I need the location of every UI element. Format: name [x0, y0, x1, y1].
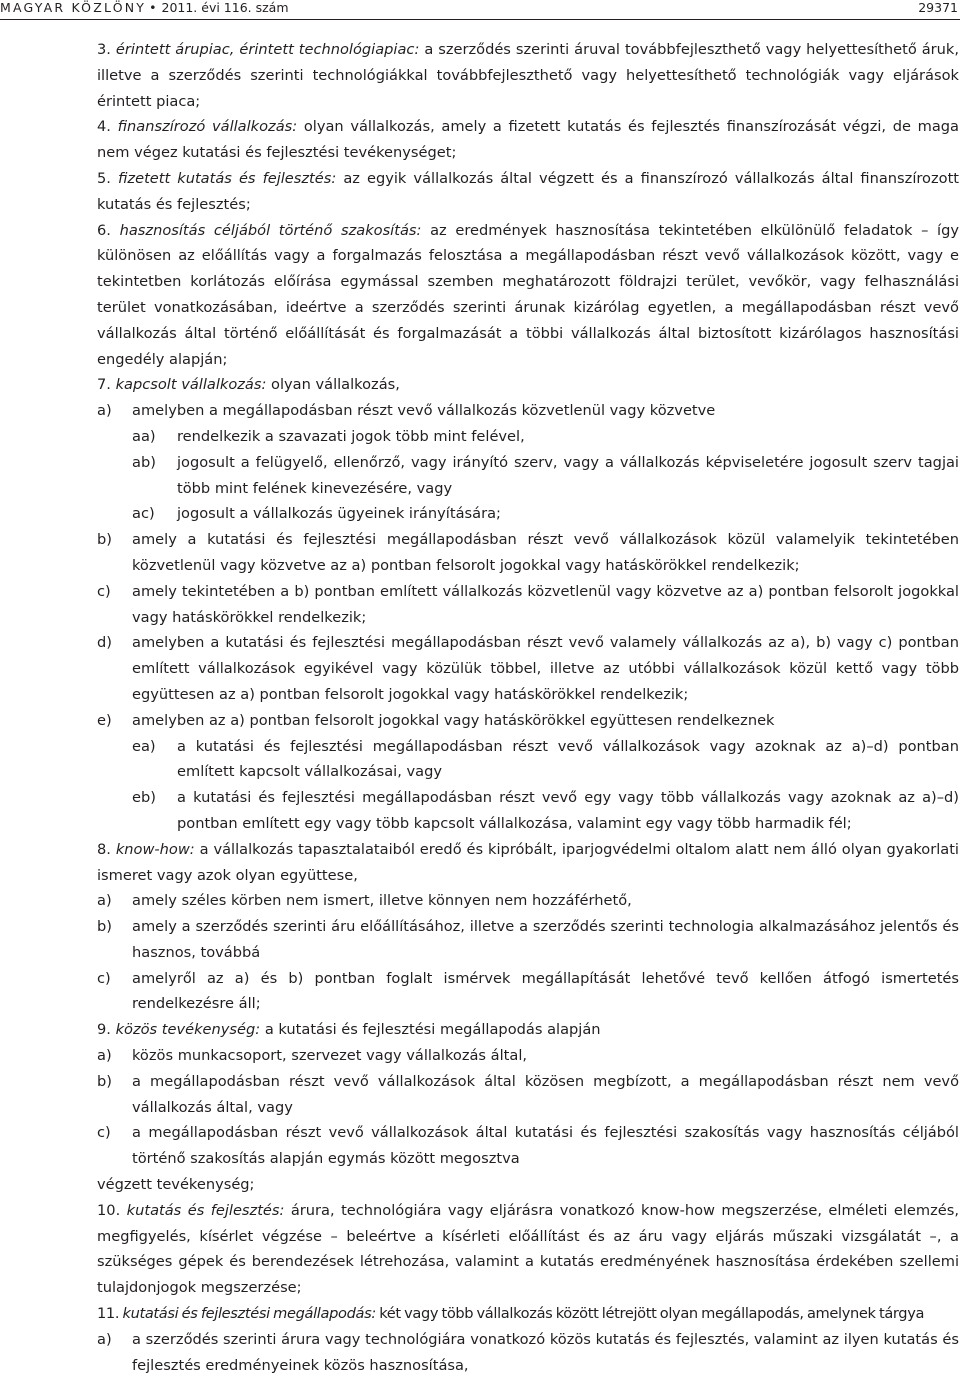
sub-list-item — [97, 424, 959, 450]
page-number: 29371 — [918, 0, 958, 15]
item-label: c) — [97, 1124, 111, 1142]
definition-text: olyan vállalkozás, — [271, 376, 400, 394]
definition-term: fizetett kutatás és fejlesztés: — [118, 169, 337, 187]
list-item — [97, 914, 959, 966]
definition-term: érintett árupiac, érintett technológiapiac: — [115, 41, 420, 58]
item-label: c) — [97, 969, 111, 987]
list-item — [97, 1120, 959, 1172]
item-label: eb) — [132, 789, 156, 807]
item-label: d) — [97, 634, 112, 652]
item-text: a kutatási és fejlesztési megállapodásban részt vevő egy vagy több vállalkozás vagy azoknak az a)–d) pontban említett egy vagy több kapcsolt vállalkozása, valamint egy vagy több harmadik fél; — [177, 789, 959, 832]
definition-3 — [97, 37, 959, 114]
sub-list-item — [97, 785, 959, 837]
definition-text: az egyik vállalkozás által végzett és a finanszírozó vállalkozás által finanszírozott kutatás és fejlesztés; — [97, 169, 960, 213]
document-body — [97, 37, 959, 1378]
definition-9 — [97, 1017, 959, 1043]
list-item — [97, 630, 959, 707]
definition-term: finanszírozó vállalkozás: — [117, 118, 298, 136]
definition-10 — [97, 1198, 959, 1301]
item-label: a) — [97, 1047, 112, 1065]
item-text: amely tekintetében a b) pontban említett vállalkozás közvetlenül vagy közvetve az a) pontban felsorolt jogokkal vagy hatáskörökkel rendelkezik; — [132, 582, 959, 626]
item-label: a) — [97, 1330, 112, 1348]
item-label: aa) — [132, 427, 156, 445]
sub-list-item — [97, 501, 959, 527]
definition-text: két vagy több vállalkozás között létrejött olyan megállapodás, amelynek tárgya — [379, 1305, 925, 1323]
definition-term: közös tevékenység: — [115, 1021, 261, 1039]
item-label: a) — [97, 892, 112, 910]
sub-list-item — [97, 734, 959, 786]
list-item — [97, 527, 959, 579]
item-label: b) — [97, 1072, 112, 1090]
definition-term: kapcsolt vállalkozás: — [115, 376, 267, 394]
list-item — [97, 708, 959, 734]
item-text: a kutatási és fejlesztési megállapodásban részt vevő vállalkozások vagy azoknak az a)–d) pontban említett kapcsolt vállalkozásai, vagy — [177, 737, 959, 781]
list-item — [97, 398, 959, 424]
definition-text: a vállalkozás tapasztalataiból eredő és kipróbált, iparjogvédelmi oltalom alatt nem álló olyan gyakorlati ismeret vagy azok olyan együttese, — [97, 840, 959, 884]
definition-4 — [97, 114, 959, 166]
definition-9-tail: végzett tevékenység; — [97, 1176, 255, 1194]
definition-number: 7. — [97, 376, 111, 394]
journal-title: MAGYAR KÖZLÖNY — [0, 0, 147, 15]
definition-text: az eredmények hasznosítása tekintetében elkülönülő feladatok – így különösen az előállítás vagy a forgalmazás felosztása a megállapodásban részt vevő vállalkozások között, vagy e tekintetben korlátozás előírása egymással szemben meghatározott földrajzi terület, vevőkör, vagy felhasználási terület vonatkozásában, ideértve a szerződés szerinti árunak kizárólag egyetlen, a megállapodásban részt vevő vállalkozás által történő előállítását és forgalmazását a többi vállalkozás által biztosított kizárólagos hasznosítási engedély alapján; — [97, 221, 960, 368]
definition-8 — [97, 837, 959, 889]
item-text: amely széles körben nem ismert, illetve könnyen nem hozzáférhető, — [132, 892, 632, 910]
item-text: amelyben az a) pontban felsorolt jogokkal vagy hatáskörökkel együttesen rendelkeznek — [132, 711, 775, 729]
item-text: rendelkezik a szavazati jogok több mint felével, — [177, 427, 525, 445]
definition-term: hasznosítás céljából történő szakosítás: — [119, 221, 422, 239]
definition-text: olyan vállalkozás, amely a fizetett kutatás és fejlesztés finanszírozását végzi, de maga nem végez kutatási és fejlesztési tevékenységet; — [97, 118, 959, 162]
definition-text: a szerződés szerinti áruval továbbfejleszthető vagy helyettesíthető áruk, illetve a szerződés szerinti technológiákkal továbbfejleszthető vagy helyettesíthető technológiák vagy eljárások érintett piaca; — [97, 41, 959, 110]
item-text: a megállapodásban részt vevő vállalkozások által kutatási és fejlesztési szakosítás vagy hasznosítás céljából történő szakosítás alapján egymás között megosztva — [132, 1124, 959, 1168]
item-label: c) — [97, 582, 111, 600]
item-label: ab) — [132, 453, 156, 471]
item-label: e) — [97, 711, 112, 729]
item-text: jogosult a vállalkozás ügyeinek irányítására; — [177, 505, 501, 523]
item-text: közös munkacsoport, szervezet vagy vállalkozás által, — [132, 1047, 528, 1065]
item-text: amely a kutatási és fejlesztési megállapodásban részt vevő vállalkozások közül valamelyik tekintetében közvetlenül vagy közvetve az a) pontban felsorolt jogokkal vagy hatáskörökkel rendelkezik; — [132, 531, 959, 574]
item-text: jogosult a felügyelő, ellenőrző, vagy irányító szerv, vagy a vállalkozás képviseletére jogosult szerv tagjai több mint felének kinevezésére, vagy — [177, 453, 959, 497]
item-text: a szerződés szerinti árura vagy technológiára vonatkozó közös kutatás és fejlesztés, valamint az ilyen kutatás és fejlesztés eredményeinek közös hasznosítása, — [132, 1330, 959, 1374]
definition-number: 10. — [97, 1201, 121, 1219]
list-item — [97, 966, 959, 1018]
list-item — [97, 1069, 959, 1121]
definition-number: 8. — [97, 840, 111, 858]
header-left — [0, 0, 289, 16]
definition-5 — [97, 166, 959, 218]
item-text: amelyben a kutatási és fejlesztési megállapodásban részt vevő valamely vállalkozás az a), b) vagy c) pontban említett vállalkozások egyikével vagy közülük többel, illetve az utóbbi vállalkozások közül kettő vagy több együttesen az a) pontban felsorolt jogokkal vagy hatáskörökkel rendelkezik; — [132, 634, 959, 703]
item-label: ac) — [132, 505, 155, 523]
definition-number: 11. — [97, 1305, 120, 1323]
definition-11 — [97, 1301, 959, 1327]
definition-term: kutatási és fejlesztési megállapodás: — [122, 1305, 376, 1323]
bullet-separator: • — [149, 0, 157, 15]
definition-number: 9. — [97, 1021, 111, 1039]
item-label: b) — [97, 531, 112, 549]
list-item — [97, 1327, 959, 1379]
item-label: ea) — [132, 737, 156, 755]
issue-info: 2011. évi 116. szám — [161, 0, 289, 15]
sub-list-item — [97, 450, 959, 502]
list-item — [97, 1043, 959, 1069]
definition-term: know-how: — [115, 840, 195, 858]
definition-number: 6. — [97, 221, 111, 239]
item-text: amely a szerződés szerinti áru előállításához, illetve a szerződés szerinti technologia alkalmazásához jelentős és hasznos, továbbá — [132, 918, 959, 961]
definition-number: 5. — [97, 169, 111, 187]
page-header — [0, 0, 960, 16]
list-item — [97, 579, 959, 631]
definition-text: árura, technológiára vagy eljárásra vonatkozó know-how megszerzése, elméleti elemzés, megfigyelés, kísérlet végzése – beleértve a kísérleti előállítást és az áru vagy eljárás műszaki vizsgálatát –, a szükséges gépek és berendezések létrehozása, valamint a kutatás eredményének hasznosítása érdekében szellemi tulajdonjogok megszerzése; — [97, 1201, 959, 1297]
definition-6 — [97, 218, 959, 373]
definition-7 — [97, 372, 959, 398]
header-divider — [0, 19, 960, 20]
item-label: a) — [97, 402, 112, 420]
item-text: a megállapodásban részt vevő vállalkozások által közösen megbízott, a megállapodásban részt nem vevő vállalkozás által, vagy — [132, 1072, 959, 1116]
definition-number: 3. — [97, 41, 111, 58]
definition-text: a kutatási és fejlesztési megállapodás alapján — [264, 1021, 601, 1039]
definition-term: kutatás és fejlesztés: — [126, 1201, 285, 1219]
item-label: b) — [97, 918, 112, 936]
definition-number: 4. — [97, 118, 111, 136]
item-text: amelyről az a) és b) pontban foglalt ismérvek megállapítását lehetővé tevő kellően átfogó ismertetés rendelkezésre áll; — [132, 969, 959, 1013]
item-text: amelyben a megállapodásban részt vevő vállalkozás közvetlenül vagy közvetve — [132, 402, 716, 420]
list-item — [97, 888, 959, 914]
